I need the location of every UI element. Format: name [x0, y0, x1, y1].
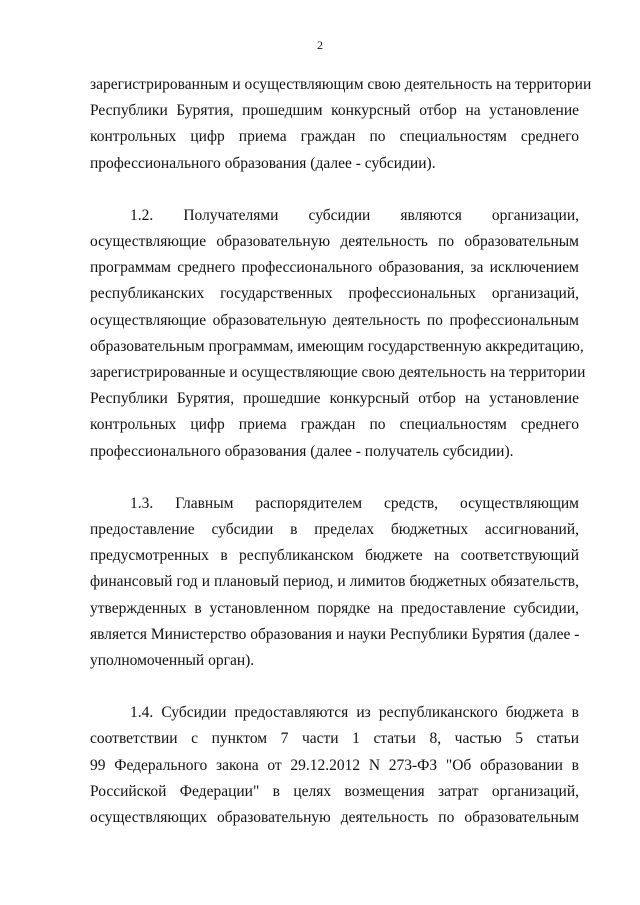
- text-line: 1.3. Главным распорядителем средств, осуществляющим: [130, 494, 579, 512]
- text-line: контрольных цифр приема граждан по специальностям среднего: [90, 416, 579, 434]
- document-body: [90, 72, 592, 831]
- paragraph-1-2: [90, 203, 586, 465]
- text-line: 1.2. Получателями субсидии являются организации,: [130, 206, 579, 224]
- text-line: является Министерство образования и науки Республики Бурятия (далее -: [90, 625, 580, 643]
- paragraph-gap: [90, 177, 579, 203]
- text-line: предоставление субсидии в пределах бюджетных ассигнований,: [90, 521, 579, 539]
- paragraph-1-4: [90, 700, 579, 831]
- text-line: профессионального образования (далее - получатель субсидии).: [90, 442, 514, 460]
- text-line: предусмотренных в республиканском бюджете на соответствующий: [90, 547, 579, 565]
- text-line: Российской Федерации" в целях возмещения затрат организаций,: [90, 782, 579, 800]
- text-line: профессионального образования (далее - субсидии).: [90, 154, 436, 172]
- text-line: зарегистрированные и осуществляющие свою деятельность на территории: [90, 364, 586, 382]
- text-line: 1.4. Субсидии предоставляются из республиканского бюджета в: [130, 704, 579, 722]
- text-line: соответствии с пунктом 7 части 1 статьи 8, частью 5 статьи: [90, 730, 579, 748]
- text-line: республиканских государственных профессиональных организаций,: [90, 285, 579, 303]
- text-line: утвержденных в установленном порядке на предоставление субсидии,: [90, 599, 579, 617]
- text-line: осуществляющих образовательную деятельность по образовательным: [90, 809, 579, 827]
- paragraph-continuation: [90, 72, 592, 177]
- text-line: осуществляющие образовательную деятельность по профессиональным: [90, 311, 579, 329]
- text-line: контрольных цифр приема граждан по специальностям среднего: [90, 128, 579, 146]
- text-line: образовательным программам, имеющим государственную аккредитацию,: [90, 337, 584, 355]
- text-line: Республики Бурятия, прошедшим конкурсный отбор на установление: [90, 102, 579, 120]
- text-line: уполномоченный орган).: [90, 652, 255, 670]
- page-number: 2: [317, 38, 323, 52]
- text-line: программам среднего профессионального образования, за исключением: [90, 259, 579, 277]
- text-line: зарегистрированным и осуществляющим свою деятельность на территории: [90, 76, 592, 93]
- paragraph-gap: [90, 465, 579, 491]
- text-line: осуществляющие образовательную деятельность по образовательным: [90, 233, 579, 251]
- text-line: финансовый год и плановый период, и лимитов бюджетных обязательств,: [90, 573, 579, 591]
- text-line: 99 Федерального закона от 29.12.2012 N 273-ФЗ "Об образовании в: [90, 756, 579, 774]
- paragraph-gap: [90, 674, 579, 700]
- text-line: Республики Бурятия, прошедшие конкурсный отбор на установление: [90, 390, 579, 408]
- paragraph-1-3: [90, 491, 579, 674]
